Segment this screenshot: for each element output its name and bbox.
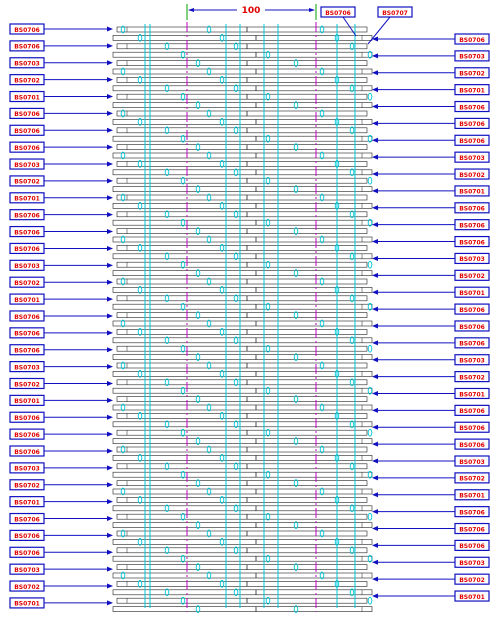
top-tag-label: BS0706 [325, 9, 351, 17]
left-tag-label: BS0703 [14, 60, 40, 68]
left-tag-label: BS0706 [14, 144, 40, 152]
left-tag-label: BS0706 [14, 550, 40, 558]
right-tag-label: BS0701 [459, 87, 485, 95]
left-tag-label: BS0706 [14, 246, 40, 254]
right-tag-label: BS0706 [459, 222, 485, 230]
right-tag-label: BS0706 [459, 340, 485, 348]
left-tag-label: BS0702 [14, 77, 40, 85]
right-tag-label: BS0706 [459, 543, 485, 551]
left-tag-label: BS0706 [14, 533, 40, 541]
dimension-label: 100 [241, 6, 261, 16]
right-tag-label: BS0703 [459, 53, 485, 61]
right-tag-label: BS0706 [459, 138, 485, 146]
left-tag-label: BS0703 [14, 364, 40, 372]
right-tag-label: BS0706 [459, 441, 485, 449]
top-tag-label: BS0707 [382, 9, 408, 17]
right-tag-label: BS0701 [459, 188, 485, 196]
left-tag-label: BS0702 [14, 280, 40, 287]
right-tag-label: BS0706 [459, 323, 485, 331]
left-tag-label: BS0703 [14, 465, 40, 473]
right-tag-label: BS0706 [459, 36, 485, 44]
left-tag-label: BS0706 [14, 415, 40, 423]
left-tag-label: BS0702 [14, 482, 40, 490]
left-tag-label: BS0702 [14, 178, 40, 186]
right-tag-label: BS0706 [459, 509, 485, 517]
left-tag-label: BS0703 [14, 263, 40, 271]
right-tag-label: BS0706 [459, 239, 485, 247]
right-tag-label: BS0702 [459, 374, 485, 382]
left-tag-label: BS0702 [14, 381, 40, 389]
right-tag-label: BS0706 [459, 205, 485, 213]
left-tag-label: BS0706 [14, 26, 40, 34]
right-tag-label: BS0703 [459, 357, 485, 365]
left-tag-label: BS0706 [14, 128, 40, 136]
right-tag-label: BS0706 [459, 306, 485, 314]
left-tag-label: BS0701 [14, 296, 40, 304]
left-tag-label: BS0706 [14, 43, 40, 51]
left-tag-label: BS0702 [14, 583, 40, 591]
right-tag-label: BS0701 [459, 290, 485, 297]
right-tag-label: BS0706 [459, 104, 485, 112]
right-tag-label: BS0703 [459, 154, 485, 162]
right-tag-label: BS0702 [459, 171, 485, 179]
left-tag-label: BS0706 [14, 448, 40, 456]
right-tag-label: BS0703 [459, 458, 485, 466]
left-tag-label: BS0703 [14, 566, 40, 574]
right-tag-label: BS0706 [459, 121, 485, 129]
right-tag-label: BS0703 [459, 256, 485, 264]
left-tag-label: BS0706 [14, 431, 40, 439]
right-tag-label: BS0706 [459, 408, 485, 416]
left-tag-label: BS0701 [14, 94, 40, 102]
left-tag-label: BS0701 [14, 398, 40, 406]
left-tag-label: BS0706 [14, 313, 40, 321]
right-tag-label: BS0701 [459, 391, 485, 399]
left-tag-label: BS0701 [14, 600, 40, 608]
right-tag-label: BS0701 [459, 492, 485, 500]
left-tag-label: BS0703 [14, 161, 40, 169]
left-tag-label: BS0706 [14, 111, 40, 119]
left-tag-label: BS0706 [14, 229, 40, 237]
right-tag-label: BS0703 [459, 560, 485, 568]
right-tag-label: BS0702 [459, 70, 485, 78]
left-tag-label: BS0701 [14, 195, 40, 203]
right-tag-label: BS0706 [459, 425, 485, 433]
left-tag-label: BS0706 [14, 347, 40, 355]
right-tag-label: BS0702 [459, 475, 485, 483]
left-tag-label: BS0706 [14, 516, 40, 524]
left-tag-label: BS0706 [14, 330, 40, 338]
right-tag-label: BS0706 [459, 526, 485, 534]
right-tag-label: BS0702 [459, 273, 485, 281]
left-tag-label: BS0701 [14, 499, 40, 507]
left-tag-label: BS0706 [14, 212, 40, 220]
right-tag-label: BS0701 [459, 593, 485, 601]
right-tag-label: BS0702 [459, 576, 485, 584]
